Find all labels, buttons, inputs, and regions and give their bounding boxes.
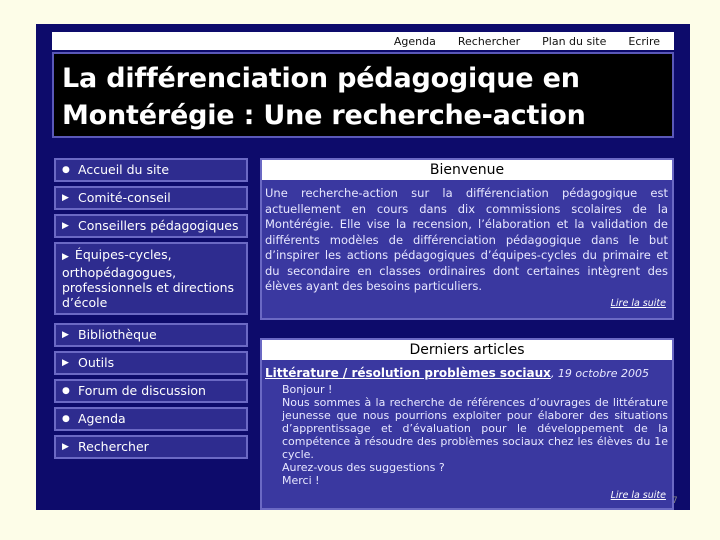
article-line: Merci !: [282, 474, 320, 487]
sidebar-item-agenda[interactable]: [54, 407, 248, 431]
arrow-right-icon: ▶: [62, 358, 69, 368]
sidebar-item-rechercher[interactable]: [54, 435, 248, 459]
page-number: 7: [672, 496, 678, 506]
sidebar-item-label: Comité-conseil: [78, 190, 171, 205]
arrow-right-icon: ▶: [62, 252, 69, 262]
site-header: [52, 52, 674, 138]
article-header: [262, 360, 672, 381]
read-more-link[interactable]: Lire la suite: [610, 490, 666, 501]
sidebar-item-label: Forum de discussion: [78, 383, 206, 398]
article-line: Aurez-vous des suggestions ?: [282, 461, 445, 474]
latest-articles-panel: [260, 338, 674, 510]
top-navigation: [52, 32, 674, 50]
sidebar-item-label: Conseillers pédagogiques: [78, 218, 239, 233]
sidebar-item-conseillers[interactable]: [54, 214, 248, 238]
site-title-line1: La différenciation pédagogique en: [62, 63, 580, 94]
arrow-right-icon: ▶: [62, 221, 69, 231]
article-line: Bonjour !: [282, 383, 333, 396]
bullet-dot-icon: ●: [62, 414, 70, 424]
bullet-dot-icon: ●: [62, 386, 70, 396]
sidebar-item-label: Outils: [78, 355, 115, 370]
sidebar-item-accueil[interactable]: [54, 158, 248, 182]
nav-ecrire-link[interactable]: Ecrire: [628, 34, 660, 48]
article-date: , 19 octobre 2005: [550, 367, 650, 380]
arrow-right-icon: ▶: [62, 330, 69, 340]
nav-agenda-link[interactable]: Agenda: [393, 34, 436, 48]
slide-page: [36, 24, 690, 510]
site-title-line2: Montérégie : Une recherche-action: [62, 100, 586, 131]
sidebar-item-forum[interactable]: [54, 379, 248, 403]
welcome-text: Une recherche-action sur la différenciation pédagogique est actuellement en cours dans dix commissions scolaires de la Montérégie. Elle vise la recension, l’élaboration et la validation de différents modèles de différenciation pédagogique dans le but d’inspirer les actions pédagogiques d’équipes-cycles du primaire et du secondaire en classes ordinaires dont certaines intègrent des élèves ayant des besoins particuliers.: [265, 186, 668, 293]
sidebar-item-equipes-cycles[interactable]: [54, 242, 248, 315]
sidebar-item-label: Rechercher: [78, 439, 149, 454]
sidebar-item-outils[interactable]: [54, 351, 248, 375]
sidebar-menu: [54, 158, 248, 463]
welcome-panel: [260, 158, 674, 320]
welcome-title: Bienvenue: [262, 160, 672, 180]
sidebar-item-bibliotheque[interactable]: [54, 323, 248, 347]
read-more-link[interactable]: Lire la suite: [610, 298, 666, 309]
sidebar-item-label: Bibliothèque: [78, 327, 157, 342]
arrow-right-icon: ▶: [62, 442, 69, 452]
sidebar-item-label: Accueil du site: [78, 162, 170, 177]
sidebar-item-label: Agenda: [78, 411, 126, 426]
sidebar-item-comite-conseil[interactable]: [54, 186, 248, 210]
article-title-link[interactable]: Littérature / résolution problèmes sociaux: [265, 366, 551, 380]
bullet-dot-icon: ●: [62, 165, 70, 175]
article-line: Nous sommes à la recherche de références d’ouvrages de littérature jeunesse que nous pourrions exploiter pour élaborer des situations d’apprentissage et d’évaluation pour le développement de la compétence à résoudre des problèmes sociaux chez les élèves du 1e cycle.: [282, 396, 668, 461]
article-excerpt: [262, 381, 672, 487]
sidebar-item-label: Équipes-cycles, orthopédagogues, professionnels et directions d’école: [62, 247, 235, 310]
nav-rechercher-link[interactable]: Rechercher: [457, 34, 521, 48]
nav-plan-du-site-link[interactable]: Plan du site: [542, 34, 607, 48]
arrow-right-icon: ▶: [62, 193, 69, 203]
site-title: [62, 60, 664, 134]
articles-title: Derniers articles: [262, 340, 672, 360]
